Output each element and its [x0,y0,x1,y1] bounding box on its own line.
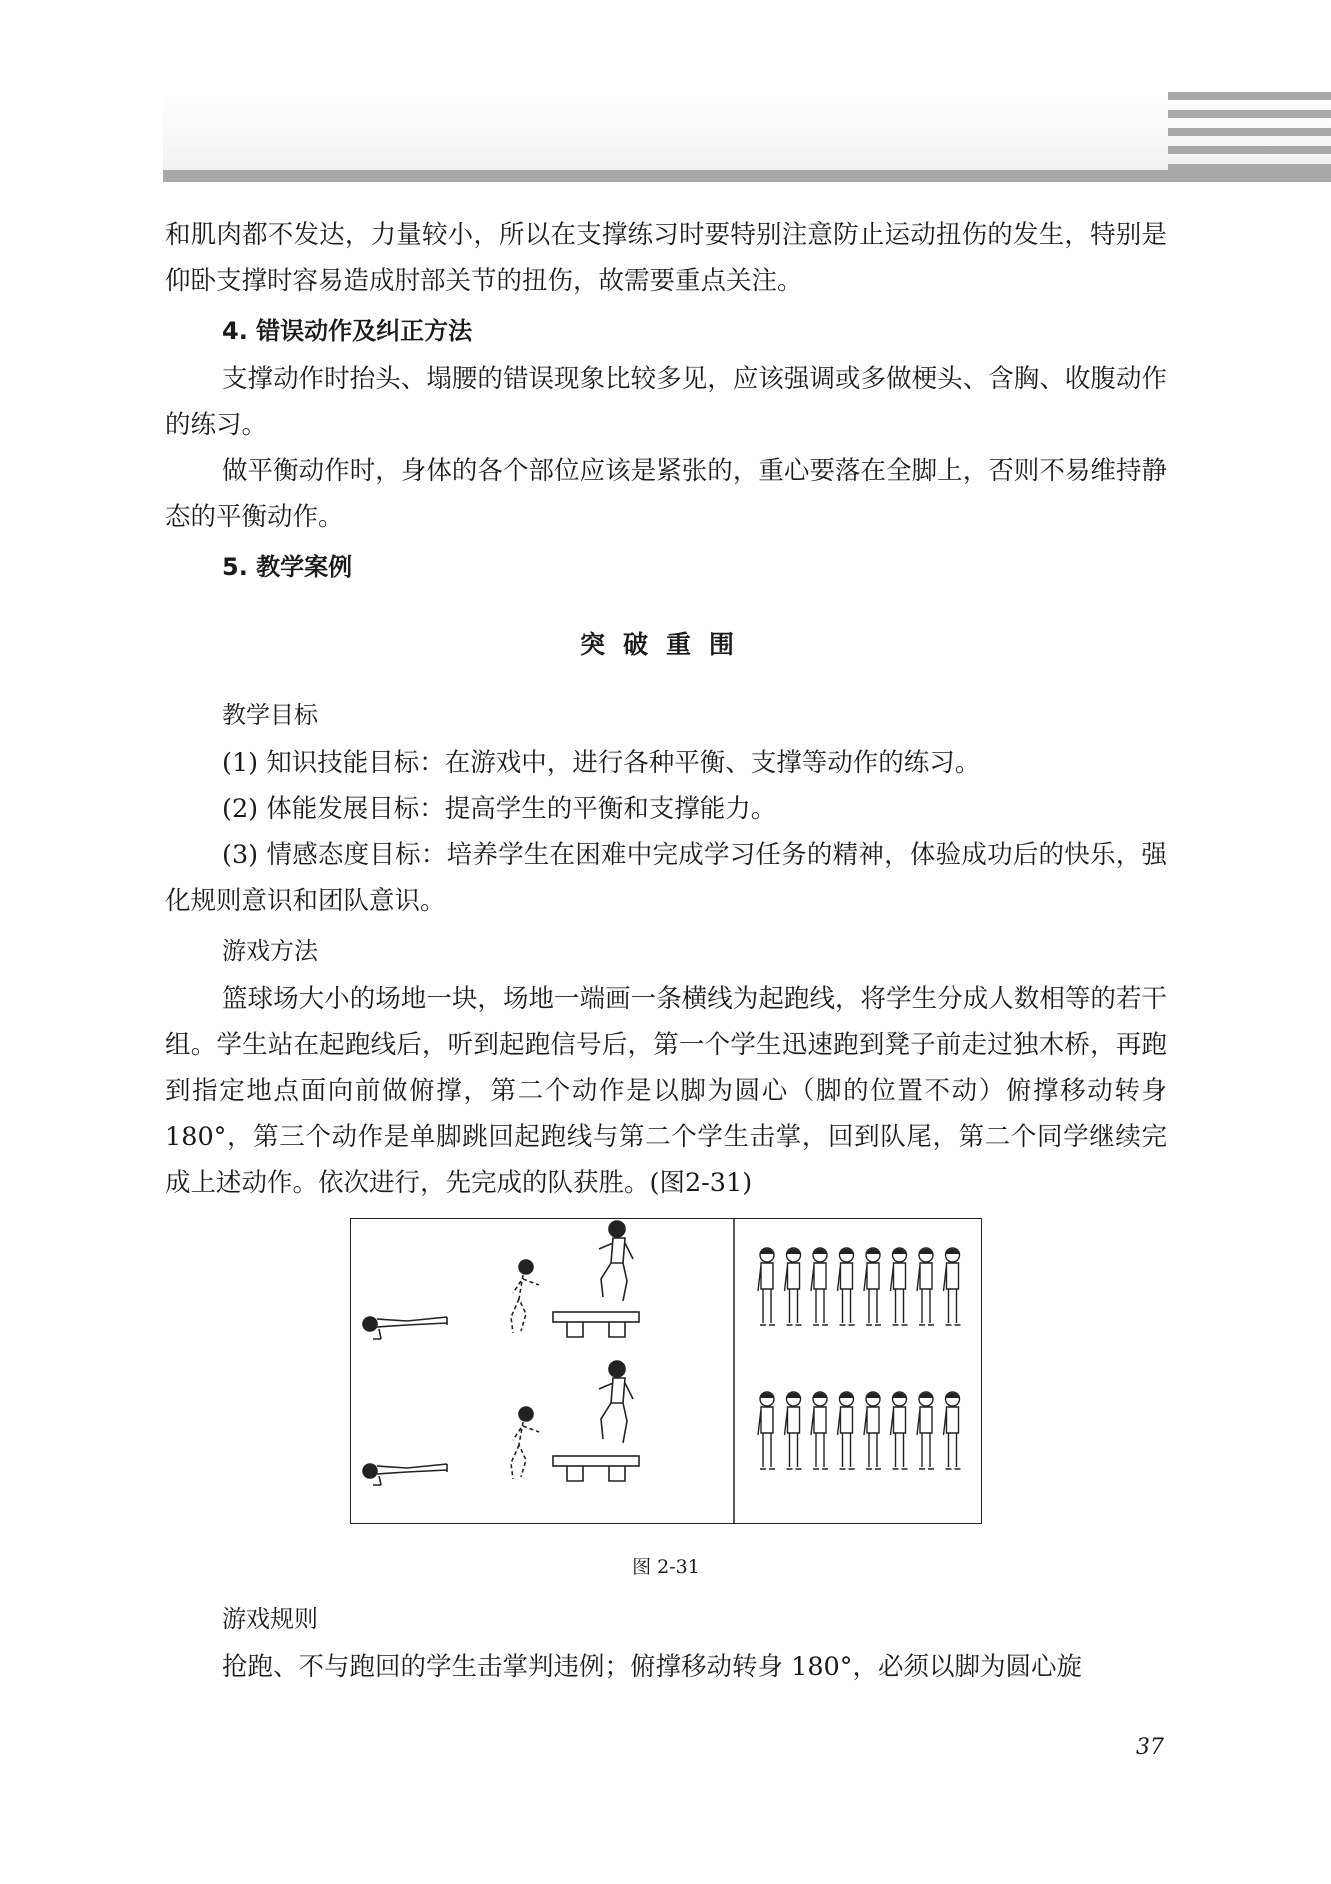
student-queue-top [758,1248,961,1325]
header-stripe [1168,110,1331,118]
case-title: 突破重围 [579,630,752,659]
header-stripe [1168,164,1331,172]
pushup-figure [373,1317,447,1339]
student-queue-bottom [758,1392,961,1469]
lane-top [363,1221,639,1339]
header-rule [163,170,1331,182]
paragraph-continued: 和肌肉都不发达，力量较小，所以在支撑练习时要特别注意防止运动扭伤的发生，特别是仰卧支撑时容易造成肘部关节的扭伤，故需要重点关注。 [165,220,1167,296]
goal-item: (1) 知识技能目标：在游戏中，进行各种平衡、支撑等动作的练习。 [222,748,981,778]
hopper-figure [511,1422,539,1479]
header-stripe [1168,146,1331,154]
standing-student [944,1392,961,1469]
standing-student [891,1248,908,1325]
standing-student [917,1248,934,1325]
standing-student [864,1392,881,1469]
bench-walker-head [609,1361,625,1377]
method-paragraph: 篮球场大小的场地一块，场地一端画一条横线为起跑线，将学生分成人数相等的若干组。学生站在起跑线后，听到起跑信号后，第一个学生迅速跑到凳子前走过独木桥，再跑到指定地点面向前做俯撑，第二个动作是以脚为圆心（脚的位置不动）俯撑移动转身 180°，第三个动作是单脚跳回起跑线与第二个学生击掌，回到队尾，第二个同学继续完成上述动作。依次进行，先完成的队获胜。(图2-31) [165,984,1167,1198]
standing-student [785,1248,802,1325]
rules-paragraph: 抢跑、不与跑回的学生击掌判违例；俯撑移动转身 180°，必须以脚为圆心旋 [222,1652,1083,1682]
paragraph-support-errors: 支撑动作时抬头、塌腰的错误现象比较多见，应该强调或多做梗头、含胸、收腹动作的练习。 [165,364,1167,440]
lane-bottom [363,1361,639,1485]
figure-caption: 图 2-31 [632,1556,700,1578]
method-heading: 游戏方法 [222,937,318,965]
header-stripe [1168,128,1331,136]
bench-walker-head [609,1221,625,1237]
goals-heading: 教学目标 [222,701,318,729]
goal-item: (3) 情感态度目标：培养学生在困难中完成学习任务的精神，体验成功后的快乐，强化规则意识和团队意识。 [165,840,1167,916]
figure-2-31 [350,1218,982,1524]
game-illustration [351,1219,981,1523]
section-heading-4: 4. 错误动作及纠正方法 [222,317,473,345]
paragraph-balance-errors: 做平衡动作时，身体的各个部位应该是紧张的，重心要落在全脚上，否则不易维持静态的平衡动作。 [165,456,1167,532]
standing-student [838,1248,855,1325]
pushup-figure-head [363,1317,377,1331]
standing-student [811,1248,828,1325]
hopper-figure-head [519,1260,533,1274]
goal-item: (2) 体能发展目标：提高学生的平衡和支撑能力。 [222,794,777,824]
standing-student [917,1392,934,1469]
standing-student [785,1392,802,1469]
standing-student [891,1392,908,1469]
bench [553,1456,639,1466]
section-heading-5: 5. 教学案例 [222,553,353,581]
header-stripe [1168,92,1331,100]
bench-legs [567,1466,625,1481]
bench [553,1312,639,1322]
bench-walker-figure [599,1238,633,1301]
rules-heading: 游戏规则 [222,1605,318,1633]
pushup-figure [373,1464,447,1485]
standing-student [758,1392,775,1469]
pushup-figure-head [363,1464,377,1478]
standing-student [811,1392,828,1469]
standing-student [864,1248,881,1325]
bench-walker-figure [599,1378,633,1443]
standing-student [944,1248,961,1325]
hopper-figure-head [519,1407,533,1421]
bench-legs [567,1322,625,1337]
page-content [165,212,1167,1690]
hopper-figure [511,1275,539,1333]
page-number: 37 [1136,1735,1164,1760]
standing-student [758,1248,775,1325]
standing-student [838,1392,855,1469]
header-band [163,92,1331,170]
